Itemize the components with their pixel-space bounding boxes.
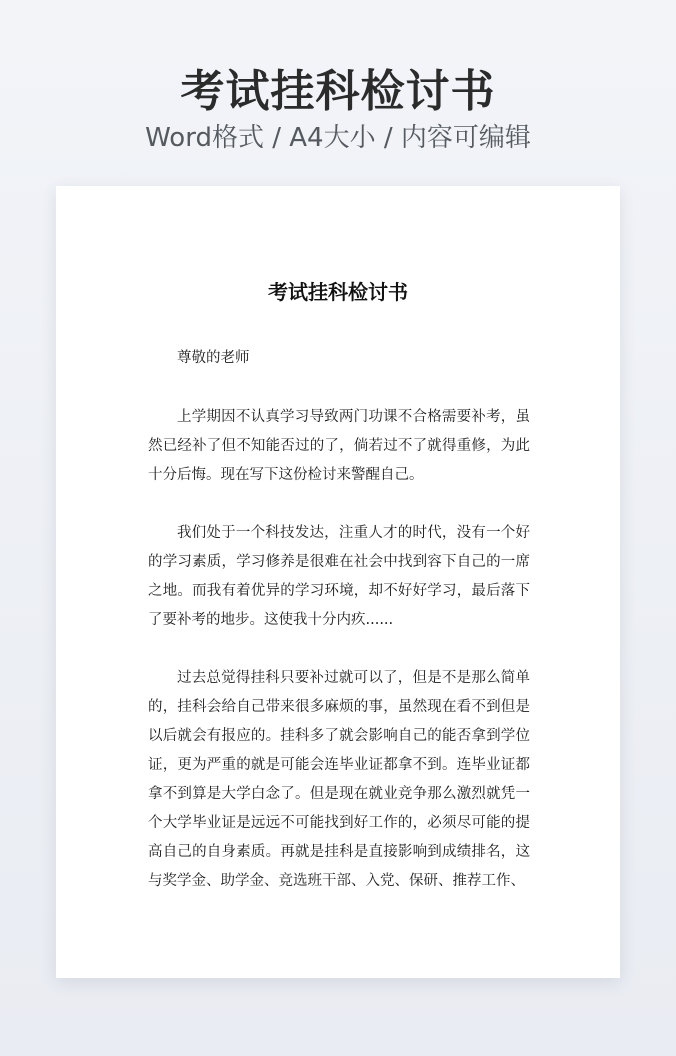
banner-subtitle: Word格式 / A4大小 / 内容可编辑	[145, 123, 531, 153]
salutation: 尊敬的老师	[177, 350, 250, 366]
paragraph-1: 上学期因不认真学习导致两门功课不合格需要补考，虽然已经补了但不知能否过的了，倘若过不了就得重修，为此十分后悔。现在写下这份检讨来警醒自己。	[148, 409, 530, 483]
paragraph-3: 过去总觉得挂科只要补过就可以了，但是不是那么简单的，挂科会给自己带来很多麻烦的事，虽然现在看不到但是以后就会有报应的。挂科多了就会影响自己的能否拿到学位证，更为严重的就是可能会连毕业证都拿不到。连毕业证都拿不到算是大学白念了。但是现在就业竞争那么激烈就凭一个大学毕业证是远远不可能找到好工作的，必须尽可能的提高自己的自身素质。再就是挂科是直接影响到成绩排名，这与奖学金、助学金、竞选班干部、入党、保研、推荐工作、	[148, 670, 530, 889]
document-body	[148, 344, 530, 925]
paragraph-2: 我们处于一个科技发达，注重人才的时代，没有一个好的学习素质，学习修养是很难在社会中找到容下自己的一席之地。而我有着优异的学习环境，却不好好学习，最后落下了要补考的地步。这使我十分内疚......	[148, 525, 530, 628]
document-page	[56, 186, 620, 978]
document-title: 考试挂科检讨书	[268, 280, 408, 304]
banner-title: 考试挂科检讨书	[180, 66, 496, 117]
